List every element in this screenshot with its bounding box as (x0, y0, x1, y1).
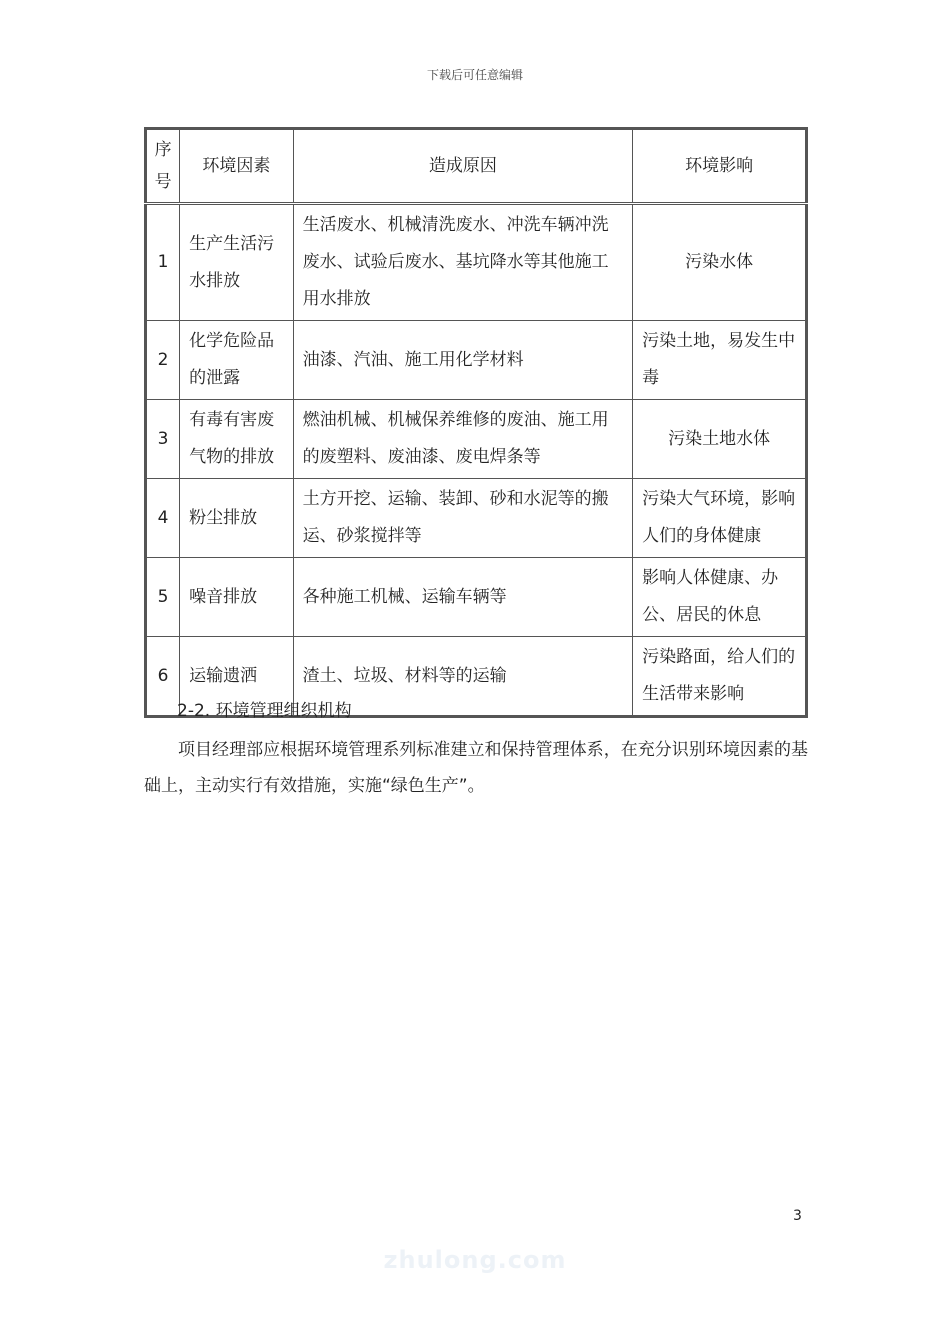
row-effect: 污染路面，给人们的生活带来影响 (633, 637, 807, 717)
environment-factors-table (144, 127, 808, 718)
page-number: 3 (793, 1208, 802, 1224)
watermark: zhulong.com (383, 1246, 567, 1274)
table-header-row (146, 129, 807, 204)
row-factor: 化学危险品的泄露 (180, 321, 294, 400)
row-serial: 5 (146, 558, 180, 637)
table-row (146, 479, 807, 558)
section-heading: 2-2. 环境管理组织机构 (177, 701, 352, 721)
row-factor: 有毒有害废气物的排放 (180, 400, 294, 479)
table-row (146, 204, 807, 321)
header-factor: 环境因素 (180, 129, 294, 204)
table-row (146, 558, 807, 637)
body-paragraph: 项目经理部应根据环境管理系列标准建立和保持管理体系，在充分识别环境因素的基础上，主动实行有效措施，实施“绿色生产”。 (144, 740, 808, 796)
row-cause: 土方开挖、运输、装卸、砂和水泥等的搬运、砂浆搅拌等 (293, 479, 633, 558)
header-note: 下载后可任意编辑 (426, 68, 523, 82)
row-cause: 生活废水、机械清洗废水、冲洗车辆冲洗废水、试验后废水、基坑降水等其他施工用水排放 (293, 204, 633, 321)
table-row (146, 321, 807, 400)
header-effect: 环境影响 (633, 129, 807, 204)
row-effect: 影响人体健康、办公、居民的休息 (633, 558, 807, 637)
row-effect: 污染大气环境，影响人们的身体健康 (633, 479, 807, 558)
table-row (146, 400, 807, 479)
row-factor: 噪音排放 (180, 558, 294, 637)
row-factor: 运输遗洒 (180, 637, 294, 717)
row-cause: 渣土、垃圾、材料等的运输 (293, 637, 633, 717)
row-effect: 污染土地水体 (633, 400, 807, 479)
header-serial: 序号 (146, 129, 180, 204)
row-effect: 污染土地，易发生中毒 (633, 321, 807, 400)
row-serial: 1 (146, 204, 180, 321)
row-factor: 粉尘排放 (180, 479, 294, 558)
row-serial: 3 (146, 400, 180, 479)
row-cause: 各种施工机械、运输车辆等 (293, 558, 633, 637)
row-cause: 油漆、汽油、施工用化学材料 (293, 321, 633, 400)
row-serial: 2 (146, 321, 180, 400)
row-cause: 燃油机械、机械保养维修的废油、施工用的废塑料、废油漆、废电焊条等 (293, 400, 633, 479)
row-serial: 6 (146, 637, 180, 717)
row-serial: 4 (146, 479, 180, 558)
row-effect: 污染水体 (633, 204, 807, 321)
row-factor: 生产生活污水排放 (180, 204, 294, 321)
header-cause: 造成原因 (293, 129, 633, 204)
